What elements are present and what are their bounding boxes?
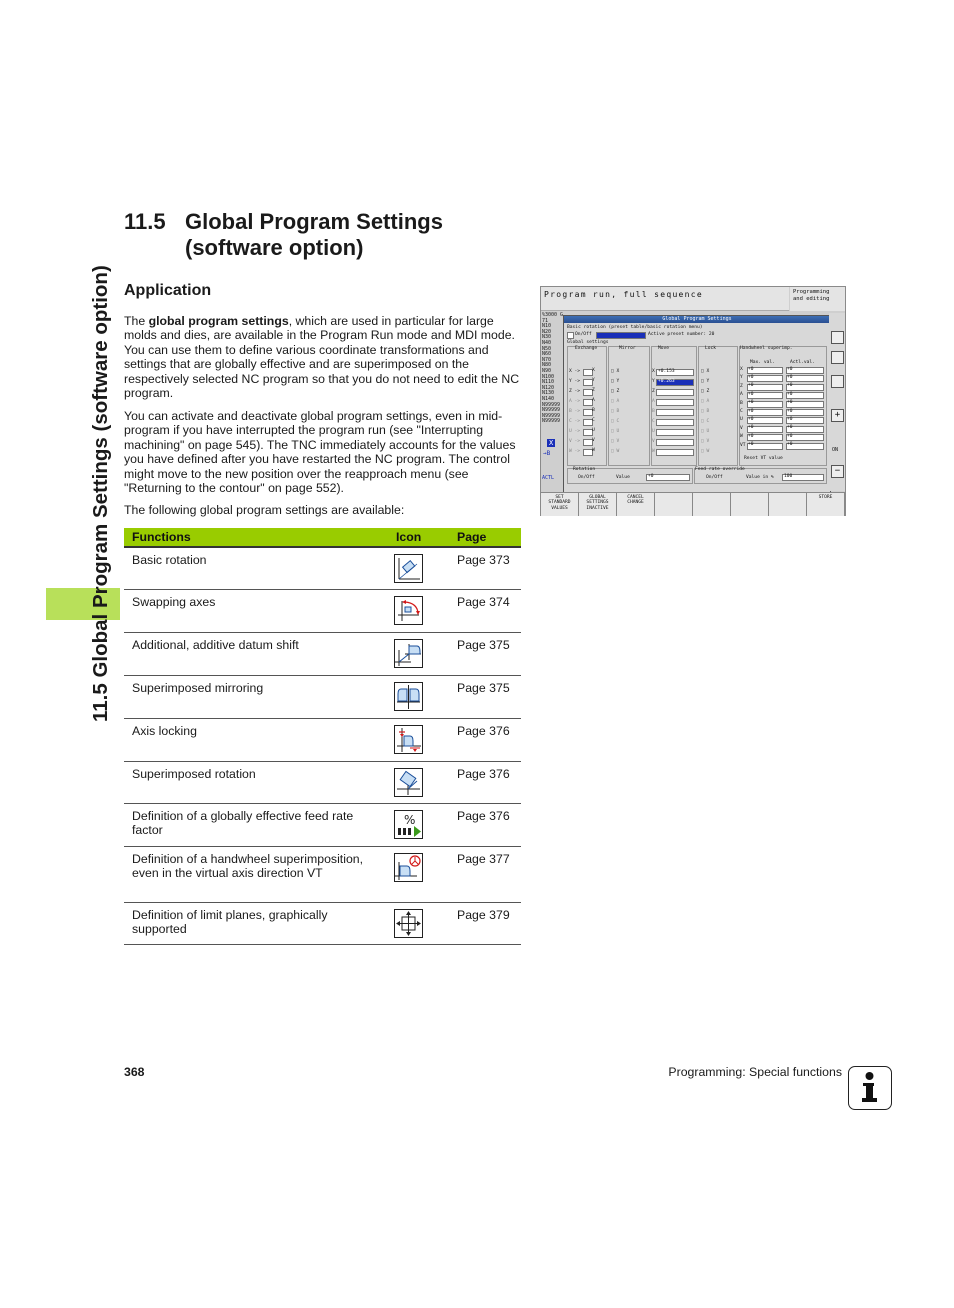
tnc-screenshot xyxy=(540,286,846,516)
handwheel-axis-label: Y xyxy=(740,375,743,381)
handwheel-label: Handwheel superimp. xyxy=(740,346,793,351)
basic-rotation-label: Basic rotation (preset table/basic rotation menu) xyxy=(567,325,703,330)
feed-override-label: Feed rate override xyxy=(695,467,745,472)
move-axis-label: B xyxy=(652,409,655,414)
svg-text:%: % xyxy=(404,812,416,827)
lock-axis-checkbox[interactable]: □ W xyxy=(701,449,710,454)
function-name: Definition of a globally effective feed rate factor xyxy=(124,803,388,846)
basic-rotation-value[interactable] xyxy=(596,332,646,339)
limit-planes-icon xyxy=(394,909,423,938)
table-row xyxy=(124,632,521,675)
function-name: Definition of a handwheel superimposition, even in the virtual axis direction VT xyxy=(124,846,388,902)
handwheel-axis-label: C xyxy=(740,409,743,414)
function-name: Superimposed mirroring xyxy=(124,675,388,718)
program-line: N60 xyxy=(542,351,552,358)
chapter-title-line2: (software option) xyxy=(185,235,364,260)
program-line: N10 xyxy=(542,323,552,330)
handwheel-max-value: +0 xyxy=(748,408,754,414)
list-intro-paragraph: The following global program settings are available: xyxy=(124,503,405,517)
move-x-field[interactable]: +0.153 xyxy=(656,369,694,376)
exchange-target-value: V xyxy=(592,438,595,443)
axis-lock-icon xyxy=(394,725,423,754)
col-icon: Icon xyxy=(388,528,449,547)
feed-value-field[interactable]: 100 xyxy=(782,474,824,481)
lock-group xyxy=(698,346,738,466)
handwheel-actl-value: +0 xyxy=(787,391,793,397)
max-val-label: Max. val. xyxy=(750,360,775,365)
exchange-axis-label: W -> xyxy=(569,449,581,454)
reset-vt-label: Reset VT value xyxy=(744,456,783,461)
softkey[interactable] xyxy=(769,493,807,516)
right-toolbar xyxy=(829,313,845,491)
exchange-target-value: A xyxy=(592,398,595,403)
softkey[interactable] xyxy=(731,493,769,516)
handwheel-actl-value: +0 xyxy=(787,374,793,380)
table-row xyxy=(124,547,521,589)
program-line: N20 xyxy=(542,328,552,335)
mirror-axis-checkbox[interactable]: □ X xyxy=(611,369,620,374)
exchange-target-value: Z xyxy=(592,388,595,393)
handwheel-actl-value: +0 xyxy=(787,366,793,372)
basic-rotation-icon xyxy=(394,554,423,583)
softkey[interactable] xyxy=(693,493,731,516)
program-line: N50 xyxy=(542,345,552,352)
handwheel-max-value: +0 xyxy=(748,442,754,448)
move-axis-field[interactable] xyxy=(656,409,694,416)
table-row xyxy=(124,589,521,632)
handwheel-icon xyxy=(394,853,423,882)
mirror-axis-checkbox[interactable]: □ W xyxy=(611,449,620,454)
exchange-axis-label: Z -> xyxy=(569,389,581,394)
exchange-target-value: W xyxy=(592,448,595,453)
move-axis-label: A xyxy=(652,399,655,404)
handwheel-actl-value: +0 xyxy=(787,383,793,389)
move-y-field[interactable]: +0.263 xyxy=(656,379,694,386)
rotation-value-label: Value xyxy=(616,475,630,480)
move-group xyxy=(651,346,697,466)
function-name: Swapping axes xyxy=(124,589,388,632)
actl-label: ACTL xyxy=(542,475,555,481)
handwheel-actl-value: +0 xyxy=(787,433,793,439)
mode-tab-programming[interactable]: Programming and editing xyxy=(790,287,845,311)
program-line: N140 xyxy=(542,395,555,402)
chapter-number: 11.5 xyxy=(124,209,166,234)
rotation-on-off: On/Off xyxy=(578,475,595,480)
intro-paragraph: The global program settings, which are used in particular for large molds and dies, are available in the Program Run mode and MDI mode. You can use them to define various coordinate transformations and settings that are globally effective and are superimposed on the respectively selected NC program so that you do not need to edit the NC program. xyxy=(124,314,520,401)
handwheel-axis-label: V xyxy=(740,425,743,431)
exchange-axis-label: V -> xyxy=(569,439,581,444)
move-axis-field[interactable] xyxy=(656,439,694,446)
program-line: N30 xyxy=(542,334,552,341)
table-row xyxy=(124,846,521,902)
col-functions: Functions xyxy=(124,528,388,547)
mirror-axis-checkbox[interactable]: □ B xyxy=(611,409,620,414)
handwheel-actl-value: +0 xyxy=(787,400,793,406)
softkey[interactable]: CANCEL CHANGE xyxy=(617,493,655,516)
program-line: N90 xyxy=(542,367,552,374)
page-ref: Page 375 xyxy=(449,632,521,675)
page-ref: Page 376 xyxy=(449,718,521,761)
exchange-target-value: B xyxy=(592,408,595,413)
move-axis-label: U xyxy=(652,429,655,434)
program-line: N99999 xyxy=(542,418,561,425)
move-axis-label: V xyxy=(652,439,655,444)
page-ref: Page 376 xyxy=(449,803,521,846)
exchange-axis-label: A -> xyxy=(569,399,581,404)
lock-axis-checkbox[interactable]: □ V xyxy=(701,439,710,444)
page-ref: Page 375 xyxy=(449,675,521,718)
info-icon xyxy=(848,1066,892,1110)
mode-title: Program run, full sequence xyxy=(541,287,789,311)
basic-rotation-checkbox[interactable] xyxy=(567,332,574,339)
program-line: N130 xyxy=(542,390,555,397)
lock-axis-checkbox[interactable]: □ Y xyxy=(701,379,710,384)
move-axis-field[interactable] xyxy=(656,389,694,396)
lock-axis-checkbox[interactable]: □ Z xyxy=(701,389,710,394)
section-title: Application xyxy=(124,282,212,299)
feed-rate-icon xyxy=(394,810,423,839)
move-axis-field[interactable] xyxy=(656,429,694,436)
function-name: Definition of limit planes, graphically supported xyxy=(124,902,388,944)
exchange-target-value: U xyxy=(592,428,595,433)
functions-table xyxy=(124,528,521,945)
handwheel-actl-value: +0 xyxy=(787,416,793,422)
handwheel-actl-value: +0 xyxy=(787,442,793,448)
footer-chapter: Programming: Special functions xyxy=(668,1065,842,1079)
page-ref: Page 377 xyxy=(449,846,521,902)
handwheel-axis-label: A xyxy=(740,392,743,398)
handwheel-axis-label: B xyxy=(740,400,743,406)
program-line: N110 xyxy=(542,379,555,386)
mirror-axis-checkbox[interactable]: □ Z xyxy=(611,389,620,394)
move-axis-label: X xyxy=(652,369,655,374)
activation-paragraph: You can activate and deactivate global program settings, even in mid-program if you have interrupted the program run (see "Interrupting machining" on page 545). The TNC immediately accounts for the values you have defined after you have restarted the NC program. The control might move to the new position over the reapproach menu (see "Returning to the contour" on page 552). xyxy=(124,409,516,496)
on-off-label: On/Off xyxy=(575,332,592,337)
b-axis-button[interactable]: →B xyxy=(543,450,551,457)
right-tool-button[interactable] xyxy=(831,331,844,344)
datum-shift-icon xyxy=(394,639,423,668)
lock-label: Lock xyxy=(705,346,717,351)
program-line: N99999 xyxy=(542,412,561,419)
rotation-icon xyxy=(394,768,423,797)
left-axis-tools xyxy=(541,439,561,485)
exchange-axis-label: Y -> xyxy=(569,379,581,384)
softkey[interactable]: STORE xyxy=(807,493,845,516)
global-settings-label: Global settings xyxy=(567,340,609,345)
exchange-label: Exchange xyxy=(575,346,598,351)
program-line: N40 xyxy=(542,339,552,346)
table-header-row xyxy=(124,528,521,547)
handwheel-actl-value: +0 xyxy=(787,408,793,414)
exchange-axis-label: X -> xyxy=(569,369,581,374)
exchange-target-value: Y xyxy=(592,378,595,383)
mirror-axis-checkbox[interactable]: □ Y xyxy=(611,379,620,384)
x-axis-button[interactable]: X xyxy=(549,439,554,447)
move-axis-field[interactable] xyxy=(656,419,694,426)
lock-axis-checkbox[interactable]: □ A xyxy=(701,399,710,404)
mirror-icon xyxy=(394,682,423,711)
exchange-target-value: X xyxy=(592,368,595,373)
exchange-axis-label: B -> xyxy=(569,409,581,414)
mirror-axis-checkbox[interactable]: □ C xyxy=(611,419,620,424)
lock-axis-checkbox[interactable]: □ C xyxy=(701,419,710,424)
move-axis-field[interactable] xyxy=(656,399,694,406)
chapter-title-line1: Global Program Settings xyxy=(185,209,443,234)
program-line: %3000 G 71 xyxy=(542,312,564,324)
mirror-label: Mirror xyxy=(619,346,636,351)
right-tool-button[interactable] xyxy=(831,375,844,388)
move-label: Move xyxy=(658,346,670,351)
swap-axes-icon xyxy=(394,596,423,625)
page-ref: Page 373 xyxy=(449,547,521,589)
mirror-axis-checkbox[interactable]: □ V xyxy=(611,439,620,444)
handwheel-axis-label: W xyxy=(740,434,743,440)
softkey[interactable] xyxy=(655,493,693,516)
handwheel-max-value: +0 xyxy=(748,425,754,431)
global-settings-dialog xyxy=(563,315,831,499)
table-row xyxy=(124,761,521,803)
lock-axis-checkbox[interactable]: □ B xyxy=(701,409,710,414)
move-axis-label: Y xyxy=(652,379,655,384)
program-line: N99999 xyxy=(542,407,561,414)
on-label: ON xyxy=(832,447,839,453)
feed-on-off: On/Off xyxy=(706,475,723,480)
page-ref: Page 374 xyxy=(449,589,521,632)
feed-value-label: Value in % xyxy=(746,475,774,480)
actl-val-label: Actl.val. xyxy=(790,360,815,365)
exchange-target-value: C xyxy=(592,418,595,423)
function-name: Additional, additive datum shift xyxy=(124,632,388,675)
function-name: Superimposed rotation xyxy=(124,761,388,803)
handwheel-axis-label: U xyxy=(740,417,743,423)
right-tool-button[interactable] xyxy=(831,351,844,364)
dialog-title: Global Program Settings xyxy=(564,316,830,323)
table-row xyxy=(124,675,521,718)
lock-axis-checkbox[interactable]: □ X xyxy=(701,369,710,374)
table-row xyxy=(124,803,521,846)
col-page: Page xyxy=(449,528,521,547)
mirror-group xyxy=(608,346,650,466)
softkey-bar xyxy=(541,492,845,516)
handwheel-axis-label: X xyxy=(740,367,743,372)
handwheel-max-value: +0 xyxy=(748,416,754,422)
handwheel-max-value: +0 xyxy=(748,366,754,372)
program-line: N80 xyxy=(542,362,552,369)
program-line: N70 xyxy=(542,356,552,363)
move-axis-label: W xyxy=(652,449,655,454)
program-line: N100 xyxy=(542,373,555,380)
plus-button[interactable]: + xyxy=(831,409,844,422)
handwheel-max-value: +0 xyxy=(748,374,754,380)
softkey[interactable]: SET STANDARD VALUES xyxy=(541,493,579,516)
softkey[interactable]: GLOBAL SETTINGS INACTIVE xyxy=(579,493,617,516)
move-axis-label: C xyxy=(652,419,655,424)
minus-button[interactable]: − xyxy=(831,465,844,478)
table-row xyxy=(124,718,521,761)
function-name: Basic rotation xyxy=(124,547,388,589)
mirror-axis-checkbox[interactable]: □ A xyxy=(611,399,620,404)
active-preset: Active preset number: 20 xyxy=(648,332,715,337)
handwheel-actl-value: +0 xyxy=(787,425,793,431)
move-axis-label: Z xyxy=(652,389,655,394)
exchange-axis-label: C -> xyxy=(569,419,581,424)
rotation-value-field[interactable]: +0 xyxy=(646,474,690,481)
exchange-group xyxy=(567,346,607,466)
bold-term: global program settings xyxy=(148,314,289,328)
handwheel-axis-label: Z xyxy=(740,383,743,389)
handwheel-max-value: +0 xyxy=(748,391,754,397)
handwheel-axis-label: VT xyxy=(740,442,746,448)
page-ref: Page 376 xyxy=(449,761,521,803)
lock-axis-checkbox[interactable]: □ U xyxy=(701,429,710,434)
handwheel-max-value: +0 xyxy=(748,433,754,439)
move-axis-field[interactable] xyxy=(656,449,694,456)
table-row xyxy=(124,902,521,944)
page-number: 368 xyxy=(124,1065,145,1079)
rotation-label: Rotation xyxy=(573,467,596,472)
exchange-axis-label: U -> xyxy=(569,429,581,434)
handwheel-max-value: +0 xyxy=(748,400,754,406)
mirror-axis-checkbox[interactable]: □ U xyxy=(611,429,620,434)
program-line: N99999 xyxy=(542,401,561,408)
program-line: N120 xyxy=(542,384,555,391)
handwheel-max-value: +0 xyxy=(748,383,754,389)
function-name: Axis locking xyxy=(124,718,388,761)
page-ref: Page 379 xyxy=(449,902,521,944)
